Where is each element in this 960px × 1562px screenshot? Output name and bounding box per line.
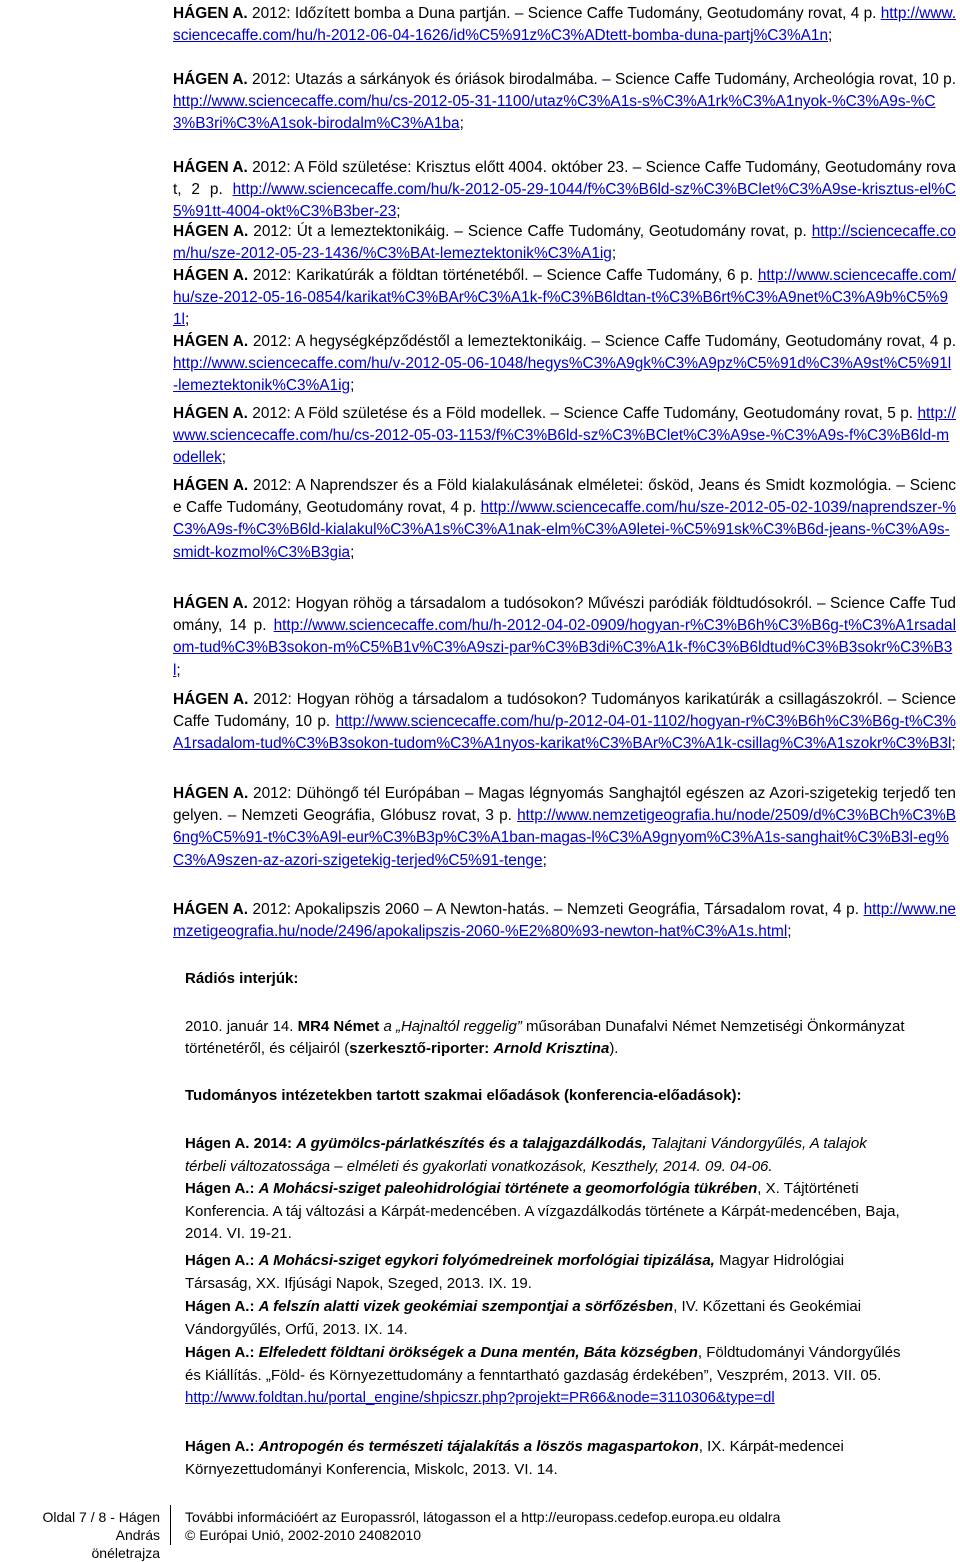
publication-author: HÁGEN A.	[173, 901, 248, 918]
publication-entry	[173, 265, 956, 332]
publication-entry	[173, 593, 956, 682]
publication-link[interactable]: http://www.sciencecaffe.com/hu/h-2012-04-02-0909/hogyan-r%C3%B6h%C3%B6g-t%C3%A1rsadalom-tud%C3%B3sokon-m%C5%B1v%C3%A9szi-par%C3%B3di%C3%A1k-f%C3%B6ldtud%C3%B3sokr%C3%B3l	[173, 617, 956, 679]
publication-entry	[173, 221, 956, 265]
publication-author: HÁGEN A.	[173, 5, 248, 22]
publication-tail: ;	[611, 245, 617, 263]
talk-details: , Földtudományi Vándorgyűlés és Kiállítás. „Föld- és Környezettudomány a fenntartható gazdaság érdekében”, Veszprém, 2013. VII. 05.	[185, 1344, 901, 1384]
publication-entry	[173, 157, 956, 224]
publication-text: 2012: Hogyan röhög a társadalom a tudósokon? Művészi paródiák földtudósokról. – Science Caffe Tudomány, 14 p.	[173, 595, 956, 635]
publication-author: HÁGEN A.	[173, 595, 248, 612]
publication-tail: ;	[350, 377, 355, 395]
publication-link[interactable]: http://www.sciencecaffe.com/hu/sze-2012-05-16-0854/karikat%C3%BAr%C3%A1k-f%C3%B6ldtan-t%C3%B6rt%C3%A9net%C3%A9b%C5%91l	[173, 267, 956, 329]
talk-entry	[185, 1342, 910, 1410]
publication-tail: ;	[542, 851, 547, 869]
footer-europass-info: További információért az Europassról, látogasson el a http://europass.cedefop.europa.eu oldalra © Európai Unió, 2002-2010 24082010	[185, 1509, 781, 1543]
talk-link[interactable]: http://www.foldtan.hu/portal_engine/shpicszr.php?projekt=PR66&node=3110306&type=dl	[185, 1389, 775, 1406]
talk-entry	[185, 1133, 910, 1178]
publication-link[interactable]: http://www.sciencecaffe.com/hu/k-2012-05-29-1044/f%C3%B6ld-sz%C3%BClet%C3%A9se-krisztus-el%C5%91tt-4004-okt%C3%B3ber-23	[173, 181, 956, 221]
publication-link[interactable]: http://www.sciencecaffe.com/hu/cs-2012-05-31-1100/utaz%C3%A1s-s%C3%A1rk%C3%A1nyok-%C3%A9s-%C3%B3ri%C3%A1sok-birodalm%C3%A1ba	[173, 93, 936, 133]
publication-tail: ;	[459, 115, 464, 133]
talk-details: Magyar Hidrológiai Társaság, XX. Ifjúsági Napok, Szeged, 2013. IX. 19.	[185, 1252, 845, 1292]
publication-text: 2012: Időzített bomba a Duna partján. – Science Caffe Tudomány, Geotudomány rovat, 4 p.	[247, 5, 881, 22]
talk-title: Elfeledett földtani örökségek a Duna mentén, Báta községben	[258, 1344, 698, 1361]
publication-link[interactable]: http://www.nemzetigeografia.hu/node/2496/apokalipszis-2060-%E2%80%93-newton-hat%C3%A1s.html	[173, 901, 956, 941]
publication-author: HÁGEN A.	[173, 159, 248, 176]
publication-author: HÁGEN A.	[173, 333, 249, 350]
talk-author: Hágen A.:	[185, 1344, 259, 1361]
publication-entry	[173, 899, 956, 943]
publication-author: HÁGEN A.	[173, 691, 249, 708]
publication-text: 2012: Karikatúrák a földtan történetéből. – Science Caffe Tudomány, 6 p.	[248, 267, 758, 284]
publication-author: HÁGEN A.	[173, 267, 249, 284]
publication-author: HÁGEN A.	[173, 405, 248, 422]
talk-entry	[185, 1250, 910, 1295]
talk-author: Hágen A. 2014:	[185, 1135, 297, 1152]
footer-page-info: Oldal 7 / 8 - Hágen András önéletrajza	[42, 1509, 160, 1561]
publication-tail: ;	[184, 311, 190, 329]
publication-tail: ;	[221, 449, 227, 467]
publication-text: 2012: A hegységképződéstől a lemeztektonikáig. – Science Caffe Tudomány, Geotudomány rovat, 4 p.	[248, 333, 956, 350]
talk-details: , X. Tájtörténeti Konferencia. A táj változási a Kárpát-medencében. A vízgazdálkodás története a Kárpát-medencében, Baja, 2014. VI. 19-21.	[185, 1180, 900, 1242]
talks-heading: Tudományos intézetekben tartott szakmai előadások (konferencia-előadások):	[185, 1087, 742, 1104]
publication-link[interactable]: http://www.nemzetigeografia.hu/node/2509/d%C3%BCh%C3%B6ng%C5%91-t%C3%A9l-eur%C3%B3p%C3%A1ban-magas-l%C3%A9gnyom%C3%A1s-sanghait%C3%B3l-eg%C3%A9szen-az-azori-szigetekig-terjed%C5%91-tenge	[173, 807, 956, 869]
publication-entry	[173, 689, 956, 756]
publication-link[interactable]: http://www.sciencecaffe.com/hu/h-2012-06-04-1626/id%C5%91z%C3%ADtett-bomba-duna-partj%C3%A1n	[173, 5, 956, 45]
talk-details: , IX. Kárpát-medencei Környezettudományi Konferencia, Miskolc, 2013. VI. 14.	[185, 1438, 844, 1478]
publication-author: HÁGEN A.	[173, 71, 248, 88]
publication-tail: ;	[951, 735, 956, 753]
talk-title: A Mohácsi-sziget egykori folyómedreinek morfológiai tipizálása,	[258, 1252, 715, 1269]
talk-title: Antropogén és természeti tájalakítás a löszös magaspartokon	[258, 1438, 699, 1455]
radio-interview-entry: 2010. január 14. MR4 Német a „Hajnaltól reggelig” műsorában Dunafalvi Német Nemzetiségi Önkormányzat történetéről, és céljairól (szerkesztő-riporter: Arnold Krisztina).	[185, 1018, 905, 1057]
talk-title: A felszín alatti vizek geokémiai szempontjai a sörfőzésben	[258, 1298, 674, 1315]
publication-tail: ;	[350, 543, 355, 561]
publication-text: 2012: Út a lemeztektonikáig. – Science Caffe Tudomány, Geotudomány rovat, p.	[248, 223, 812, 240]
publication-link[interactable]: http://www.sciencecaffe.com/hu/sze-2012-05-02-1039/naprendszer-%C3%A9s-f%C3%B6ld-kialakul%C3%A1s%C3%A1nak-elm%C3%A9letei-%C5%91sk%C3%B6d-jeans-%C3%A9s-smidt-kozmol%C3%B3gia	[173, 499, 956, 561]
publication-text: 2012: Utazás a sárkányok és óriások birodalmába. – Science Caffe Tudomány, Archeológia rovat, 10 p.	[247, 71, 956, 88]
talk-entry	[185, 1296, 910, 1341]
publication-text: 2012: A Föld születése és a Föld modellek. – Science Caffe Tudomány, Geotudomány rovat, 5 p.	[247, 405, 918, 422]
publication-author: HÁGEN A.	[173, 477, 249, 494]
publication-entry	[173, 475, 956, 564]
publication-entry	[173, 783, 956, 872]
publication-link[interactable]: http://sciencecaffe.com/hu/sze-2012-05-23-1436/%C3%BAt-lemeztektonik%C3%A1ig	[173, 223, 956, 263]
publication-author: HÁGEN A.	[173, 785, 249, 802]
publication-entry	[173, 331, 956, 398]
publication-text: 2012: A Föld születése: Krisztus előtt 4004. október 23. – Science Caffe Tudomány, Geotudomány rovat, 2 p.	[173, 159, 956, 199]
publication-link[interactable]: http://www.sciencecaffe.com/hu/cs-2012-05-03-1153/f%C3%B6ld-sz%C3%BClet%C3%A9se-%C3%A9s-f%C3%B6ld-modellek	[173, 405, 956, 467]
publication-tail: ;	[396, 203, 401, 221]
publication-text: 2012: Dühöngő tél Európában – Magas légnyomás Sanghajtól egészen az Azori-szigetekig terjedő tengelyen. – Nemzeti Geográfia, Glóbusz rovat, 3 p.	[173, 785, 956, 825]
publication-entry	[173, 3, 956, 47]
talk-author: Hágen A.:	[185, 1298, 259, 1315]
publication-link[interactable]: http://www.sciencecaffe.com/hu/v-2012-05-06-1048/hegys%C3%A9gk%C3%A9pz%C5%91d%C3%A9st%C5%91l-lemeztektonik%C3%A1ig	[173, 355, 952, 395]
talk-author: Hágen A.:	[185, 1438, 259, 1455]
publication-entry	[173, 69, 956, 136]
talk-entry	[185, 1178, 910, 1246]
footer-divider	[170, 1505, 171, 1545]
talk-details: , IV. Kőzettani és Geokémiai Vándorgyűlés, Orfű, 2013. IX. 14.	[185, 1298, 862, 1338]
talk-entry	[185, 1436, 910, 1481]
publication-author: HÁGEN A.	[173, 223, 249, 240]
talk-author: Hágen A.:	[185, 1180, 259, 1197]
radio-interviews-heading: Rádiós interjúk:	[185, 970, 299, 987]
talk-title: A Mohácsi-sziget paleohidrológiai története a geomorfológia tükrében	[258, 1180, 758, 1197]
publication-tail: ;	[828, 27, 833, 45]
publication-text: 2012: Apokalipszis 2060 – A Newton-hatás. – Nemzeti Geográfia, Társadalom rovat, 4 p.	[247, 901, 864, 918]
publication-text: 2012: A Naprendszer és a Föld kialakulásának elméletei: ősköd, Jeans és Smidt kozmológia. – Science Caffe Tudomány, Geotudomány rovat, 4 p.	[173, 477, 956, 517]
publication-link[interactable]: http://www.sciencecaffe.com/hu/p-2012-04-01-1102/hogyan-r%C3%B6h%C3%B6g-t%C3%A1rsadalom-tud%C3%B3sokon-tudom%C3%A1nyos-karikat%C3%BAr%C3%A1k-csillag%C3%A1szokr%C3%B3l	[173, 713, 956, 753]
talk-title: A gyümölcs-párlatkészítés és a talajgazdálkodás,	[296, 1135, 647, 1152]
publication-text: 2012: Hogyan röhög a társadalom a tudósokon? Tudományos karikatúrák a csillagászokról. – Science Caffe Tudomány, 10 p.	[173, 691, 956, 731]
talk-details: Talajtani Vándorgyűlés, A talajok térbeli változatossága – elméleti és gyakorlati vonatkozások, Keszthely, 2014. 09. 04-06.	[185, 1135, 867, 1175]
talk-author: Hágen A.:	[185, 1252, 259, 1269]
publication-tail: ;	[176, 661, 181, 679]
publication-entry	[173, 403, 956, 470]
publication-tail: ;	[787, 923, 792, 941]
